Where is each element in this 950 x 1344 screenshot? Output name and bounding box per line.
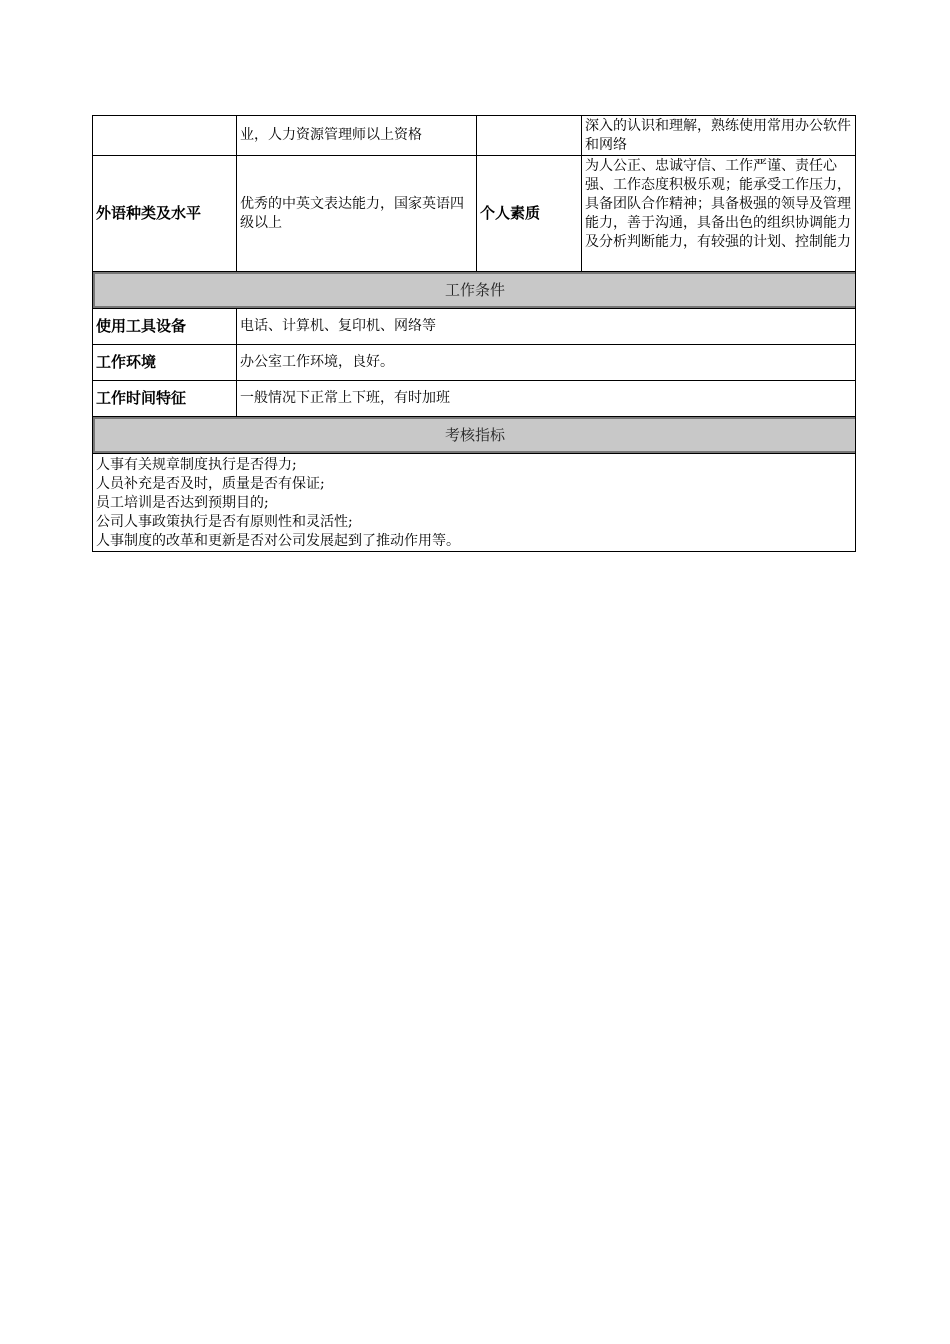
assessment-item: 员工培训是否达到预期目的; xyxy=(96,495,269,511)
language-label: 外语种类及水平 xyxy=(93,156,237,271)
assessment-item: 人事有关规章制度执行是否得力; xyxy=(96,457,297,473)
qualification-value: 业，人力资源管理师以上资格 xyxy=(237,116,477,155)
qualification-row xyxy=(93,116,855,156)
assessment-item: 人事制度的改革和更新是否对公司发展起到了推动作用等。 xyxy=(96,533,460,549)
work-time-value: 一般情况下正常上下班，有时加班 xyxy=(240,390,450,406)
work-time-row xyxy=(93,381,855,417)
assessment-item: 人员补充是否及时，质量是否有保证; xyxy=(96,476,325,492)
empty-label-cell xyxy=(93,116,237,155)
assessment-row xyxy=(93,454,855,551)
tools-label: 使用工具设备 xyxy=(93,309,237,344)
assessment-list xyxy=(93,454,855,551)
assessment-header-row xyxy=(93,417,855,454)
environment-value: 办公室工作环境，良好。 xyxy=(240,354,394,370)
work-conditions-header-row xyxy=(93,272,855,309)
language-row xyxy=(93,156,855,272)
assessment-title: 考核指标 xyxy=(93,417,855,453)
personal-quality-label: 个人素质 xyxy=(477,156,582,271)
work-time-label: 工作时间特征 xyxy=(93,381,237,416)
empty-label-cell-2 xyxy=(477,116,582,155)
environment-row xyxy=(93,345,855,381)
language-value: 优秀的中英文表达能力，国家英语四级以上 xyxy=(237,156,477,271)
assessment-item: 公司人事政策执行是否有原则性和灵活性; xyxy=(96,514,353,530)
work-conditions-title: 工作条件 xyxy=(93,272,855,308)
skills-value: 深入的认识和理解，熟练使用常用办公软件和网络 xyxy=(585,118,851,153)
tools-value: 电话、计算机、复印机、网络等 xyxy=(240,318,436,334)
tools-row xyxy=(93,309,855,345)
environment-label: 工作环境 xyxy=(93,345,237,380)
personal-quality-value: 为人公正、忠诚守信、工作严谨、责任心强、工作态度积极乐观；能承受工作压力，具备团队合作精神；具备极强的领导及管理能力，善于沟通，具备出色的组织协调能力及分析判断能力，有较强的计划、控制能力 xyxy=(585,158,851,250)
job-description-table xyxy=(92,115,856,552)
